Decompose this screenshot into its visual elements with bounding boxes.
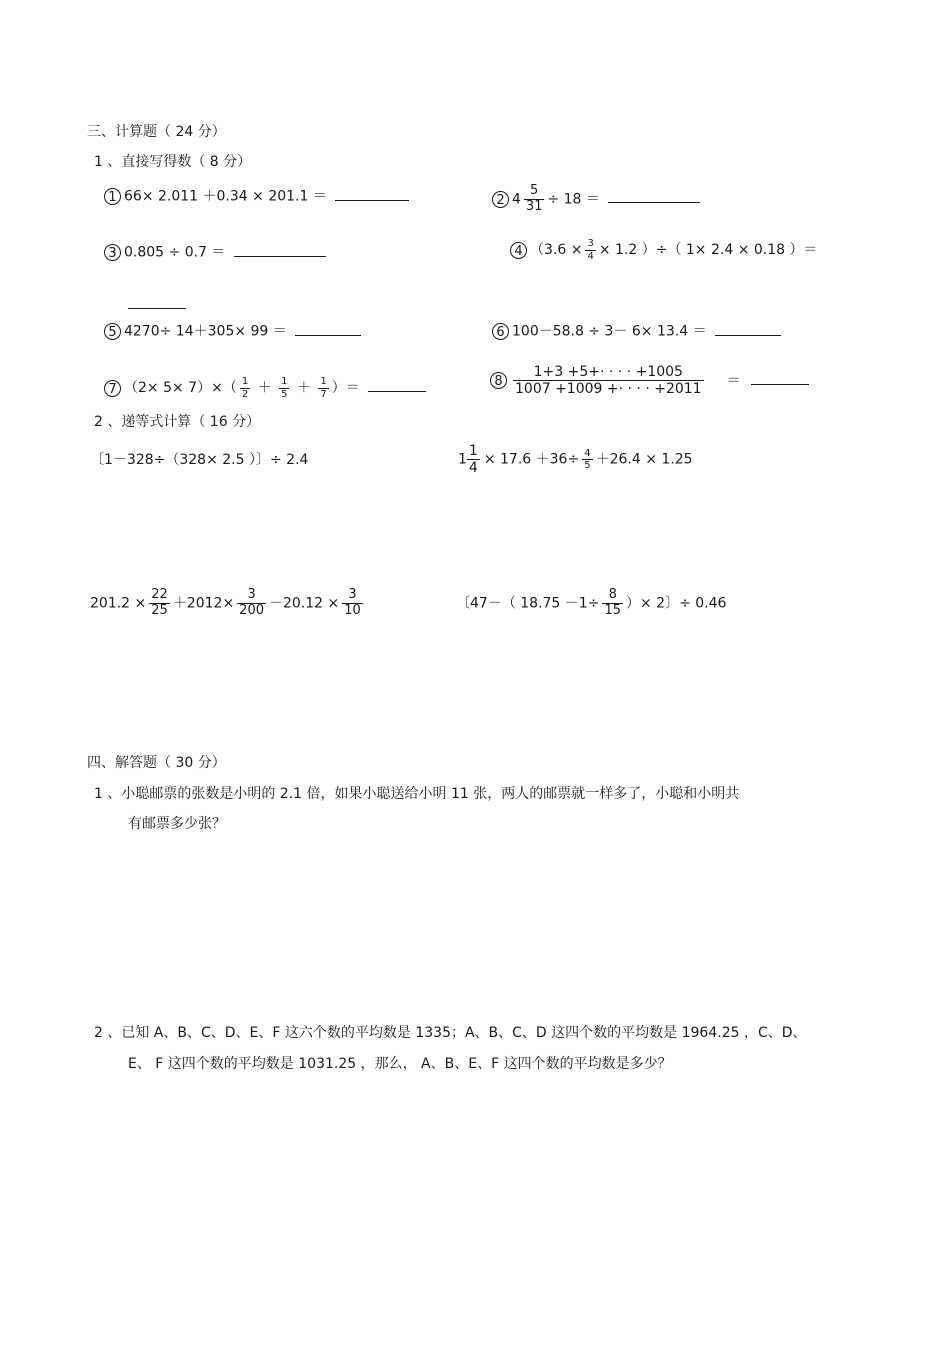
fraction: $\frac{8}{15}$	[604, 587, 621, 618]
fraction: $\frac{1}{5}$	[281, 376, 288, 400]
answer-blank	[608, 201, 700, 203]
fraction: $\frac{3}{4}$	[587, 238, 594, 262]
question-2-line-2: E、 F 这四个数的平均数是 1031.25 ，那么， A、B、E、F 这四个数的平均数是多少？	[128, 1056, 672, 1072]
answer-blank	[751, 383, 809, 385]
part2-heading: 2 、递等式计算（ 16 分）	[94, 414, 261, 430]
item-2	[492, 184, 700, 215]
fraction: $\frac{4}{5}$	[584, 447, 591, 472]
item-7: 7 （2× 5× 7）×（ $\frac{1}{2}$ ＋ $\frac{1}{5}$ ＋ $\frac{1}{7}$ ）＝	[104, 376, 426, 400]
fraction: $\frac{1}{7}$	[320, 376, 327, 400]
item-expression: ÷ 18 ＝	[547, 191, 600, 208]
part1-heading: 1 、直接写得数（ 8 分）	[94, 154, 252, 170]
calc-4: 〔47－（ 18.75 －1÷ $\frac{8}{15}$ ）× 2〕÷ 0.46	[456, 587, 727, 618]
item-expression: 100－58.8 ÷ 3－ 6× 13.4 ＝	[512, 323, 707, 340]
item-4: 4 （3.6 × $\frac{3}{4}$ × 1.2 ）÷（ 1× 2.4 × 0.18 ）＝	[510, 238, 818, 262]
item-4-answer-blank	[128, 298, 186, 312]
item-number-badge: 3	[104, 244, 121, 261]
mixed-whole: 4	[512, 191, 521, 208]
calc-1: 〔1－328÷（328× 2.5 ）〕÷ 2.4	[90, 452, 309, 468]
section3-heading: 三、计算题（ 24 分）	[87, 124, 226, 140]
answer-blank	[368, 390, 426, 392]
fraction: $\frac{3}{10}$	[344, 587, 361, 618]
fraction: $\frac{5}{31}$	[525, 183, 543, 214]
fraction: $\frac{3}{200}$	[239, 587, 264, 618]
item-6	[492, 323, 781, 340]
item-1	[104, 188, 409, 205]
answer-blank	[234, 255, 326, 257]
question-1-line-1: 1 、小聪邮票的张数是小明的 2.1 倍，如果小聪送给小明 11 张，两人的邮票就一样多了，小聪和小明共	[94, 786, 740, 802]
item-number-badge: 1	[104, 188, 121, 205]
item-number-badge: 4	[510, 242, 527, 259]
fraction: $\frac{1+3 +5+\cdot \cdot \cdot \cdot +1005}{1007 +1009 +\cdot \cdot \cdot \cdot +2011}$	[515, 364, 702, 398]
item-8: 8 $\frac{1+3 +5+\cdot \cdot \cdot \cdot +1005}{1007 +1009 +\cdot \cdot \cdot \cdot +2011}$ ＝	[490, 364, 809, 397]
item-number-badge: 2	[492, 191, 509, 208]
fraction: $\frac{1}{2}$	[241, 376, 249, 400]
answer-blank	[295, 334, 361, 336]
item-5	[104, 323, 361, 340]
calc-3: 201.2 × $\frac{22}{25}$ ＋2012× $\frac{3}{200}$ －20.12 × $\frac{3}{10}$	[90, 587, 361, 618]
fraction: $\frac{1}{4}$	[468, 443, 478, 477]
calc-2: 1 $\frac{1}{4}$ × 17.6 ＋36÷ $\frac{4}{5}$ ＋26.4 × 1.25	[458, 443, 693, 477]
item-expression: 4270÷ 14＋305× 99 ＝	[124, 323, 287, 340]
fraction: $\frac{22}{25}$	[151, 587, 168, 618]
item-expression: 66× 2.011 ＋0.34 × 201.1 ＝	[124, 188, 327, 205]
question-1-line-2: 有邮票多少张？	[128, 816, 226, 832]
item-number-badge: 6	[492, 323, 509, 340]
item-expression: 0.805 ÷ 0.7 ＝	[124, 244, 226, 261]
section4-heading: 四、解答题（ 30 分）	[87, 755, 226, 771]
question-2-line-1: 2 、已知 A、B、C、D、E、F 这六个数的平均数是 1335；A、B、C、D 这四个数的平均数是 1964.25 ，C、D、	[94, 1025, 807, 1041]
item-number-badge: 7	[104, 380, 121, 397]
answer-blank	[715, 334, 781, 336]
answer-blank	[335, 199, 409, 201]
item-3	[104, 244, 326, 261]
item-number-badge: 5	[104, 323, 121, 340]
item-number-badge: 8	[490, 372, 507, 389]
